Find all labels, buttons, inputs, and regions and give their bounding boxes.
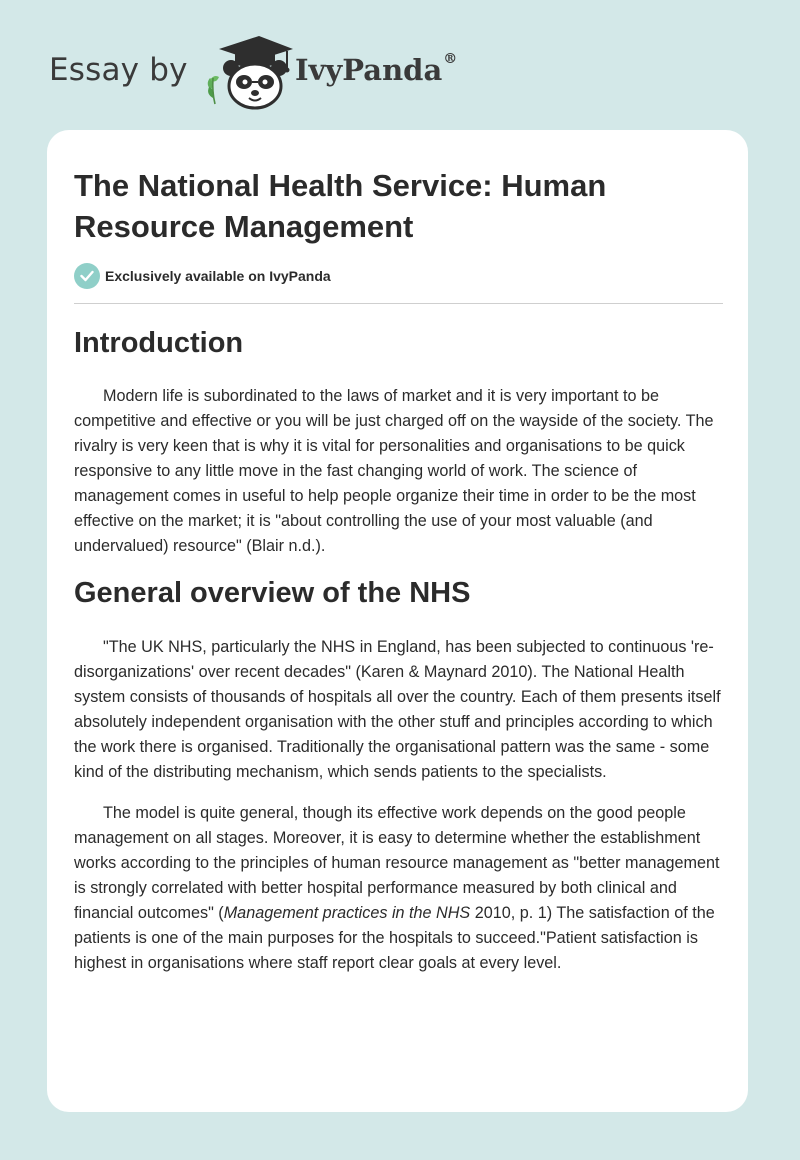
section-heading: General overview of the NHS [74,577,471,609]
paragraph [74,801,726,976]
paragraph: "The UK NHS, particularly the NHS in England, has been subjected to continuous 're-disorganizations' over recent decades" (Karen & Maynard 2010). The National Health system consists of thousands of hospitals all over the country. Each of them presents itself absolutely independent organisation with the other stuff and principles according to which the work there is organised. Traditionally the organisational pattern was the same - some kind of the distributing mechanism, which sends patients to the specialists. [74,638,721,781]
check-icon [74,263,100,289]
page-title: The National Health Service: Human Resource Management [74,168,607,244]
essay-card [47,130,748,1112]
section-heading: Introduction [74,327,244,359]
paragraph-text: The model is quite general, though its effective work depends on the good people management on all stages. Moreover, it is easy to determine whether the establishment works according to the principles of human resource management as "better management is strongly correlated with better hospital performance measured by both clinical and financial outcomes" ( [74,804,720,922]
brand-name[interactable]: IvyPanda® [295,51,458,87]
divider [74,303,723,304]
paragraph: Modern life is subordinated to the laws of market and it is very important to be competitive and effective or you will be just charged off on the wayside of the society. The rivalry is very keen that is why it is vital for personalities and organisations to be quick responsive to any little move in the fast changing world of work. The science of management comes in useful to help people organize their time in order to be the most effective on the market; it is "about controlling the use of your most valuable (and undervalued) resource" (Blair n.d.). [74,387,714,555]
brand-prefix: Essay by [49,52,188,88]
registered-mark: ® [443,51,458,67]
panda-logo-icon[interactable] [201,34,297,110]
paragraph-text: 2010, p. 1) The satisfaction of the patients is one of the main purposes for the hospitals to succeed."Patient satisfaction is highest in organisations where staff report clear goals at every level. [74,904,715,972]
citation-title: Management practices in the NHS [223,904,471,922]
brand-header [49,34,469,110]
exclusive-label: Exclusively available on IvyPanda [105,268,331,284]
essay-body [74,323,726,976]
